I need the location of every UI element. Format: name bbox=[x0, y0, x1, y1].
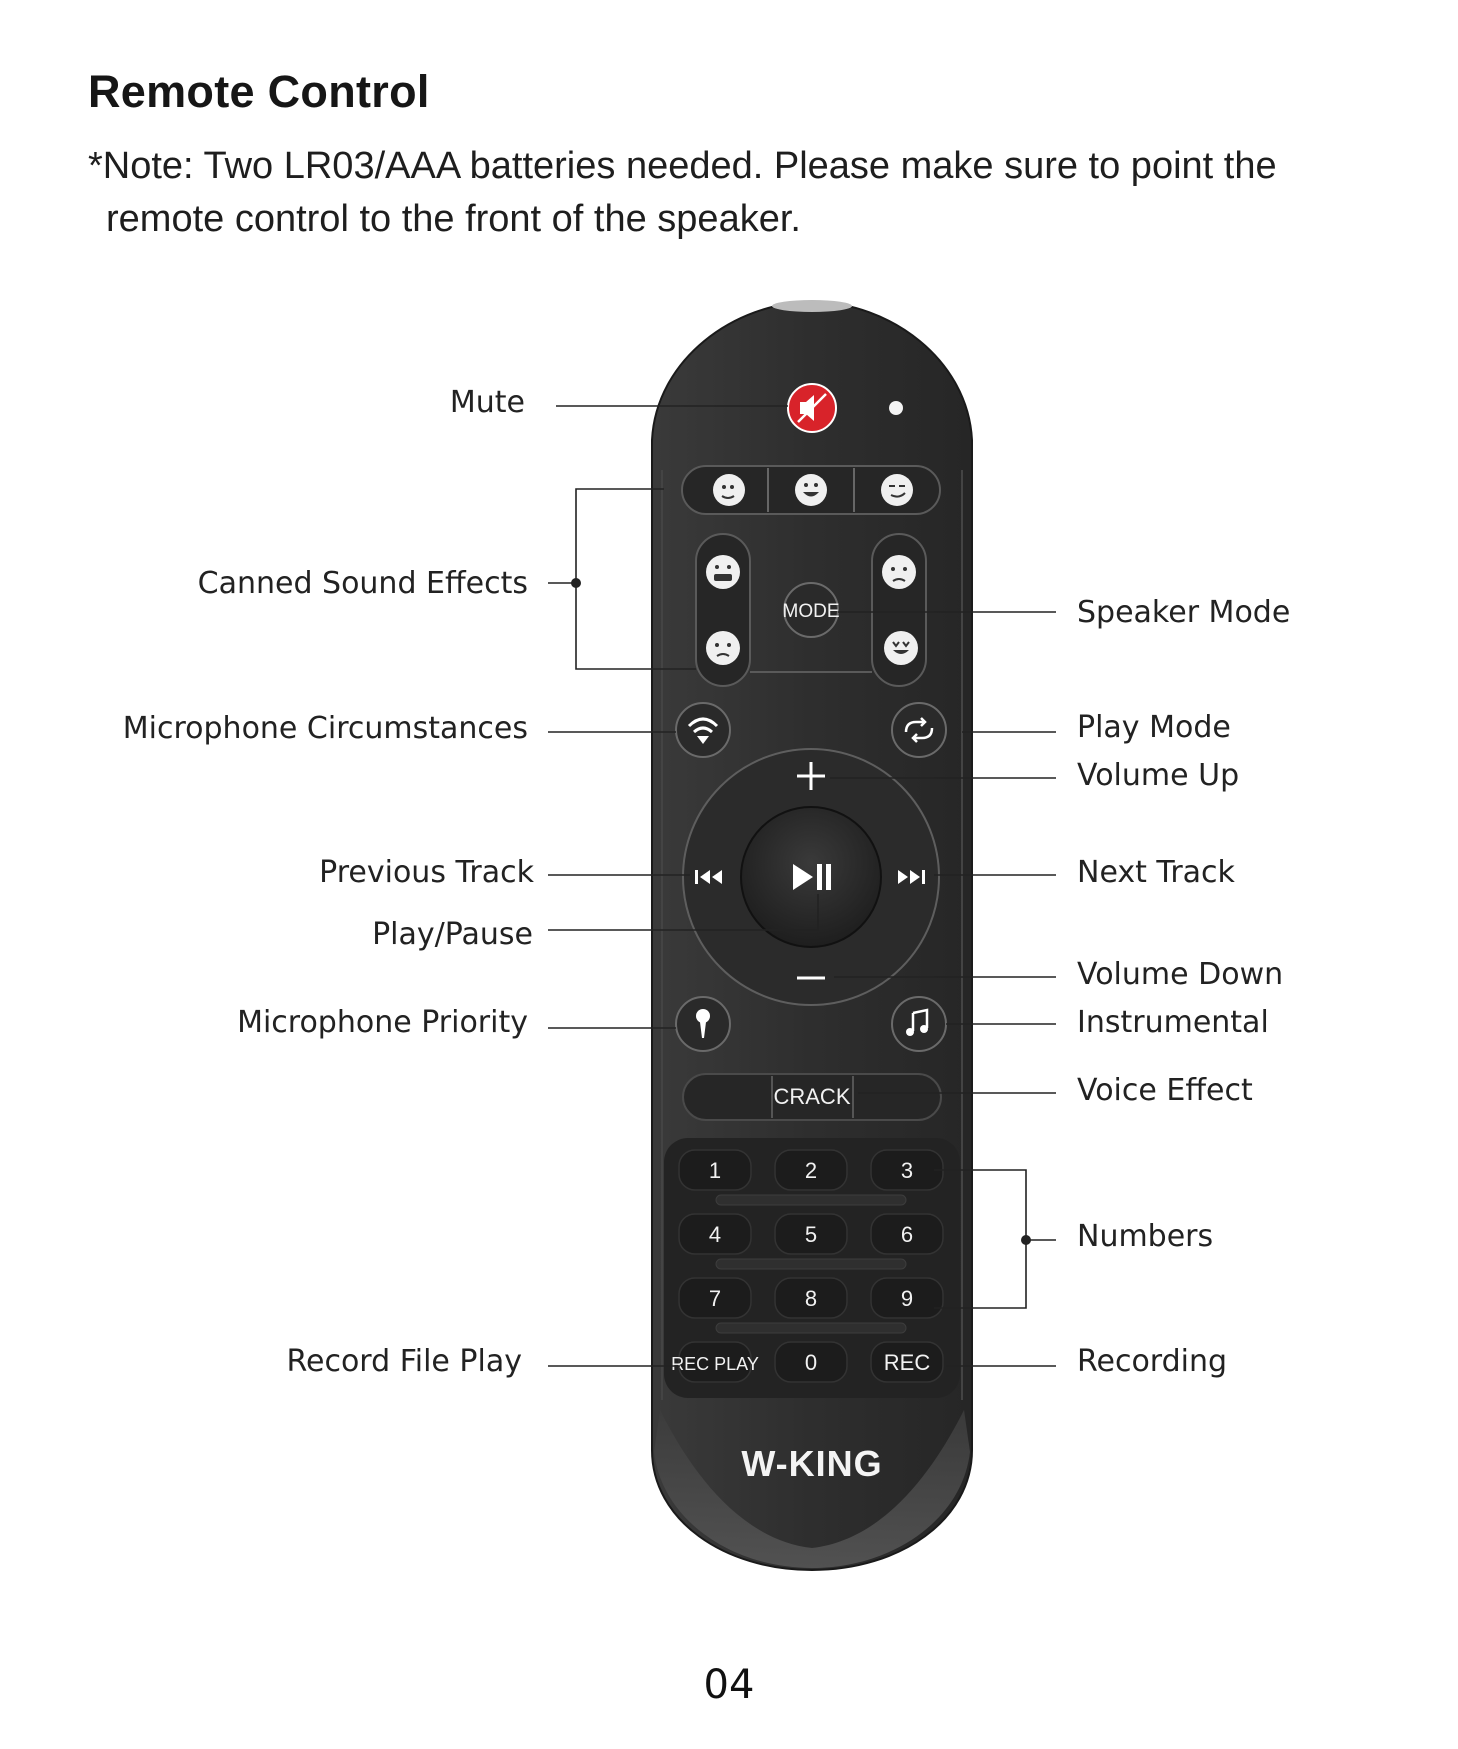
note-line-1: *Note: Two LR03/AAA batteries needed. Please make sure to point the bbox=[88, 145, 1277, 187]
effect-button-6[interactable] bbox=[882, 555, 916, 589]
mic-priority-button[interactable] bbox=[676, 997, 730, 1051]
label-next-track: Next Track bbox=[1077, 855, 1235, 890]
keypad-key-label: 1 bbox=[708, 1158, 722, 1183]
label-microphone-priority: Microphone Priority bbox=[237, 1005, 528, 1040]
label-recording: Recording bbox=[1077, 1344, 1228, 1379]
keypad-key-label: 5 bbox=[804, 1222, 818, 1247]
mode-label: MODE bbox=[782, 601, 840, 622]
label-mute: Mute bbox=[449, 385, 525, 420]
numbers-bracket-dot bbox=[1021, 1235, 1031, 1245]
effect-button-7[interactable] bbox=[884, 631, 918, 665]
label-volume-up: Volume Up bbox=[1077, 758, 1240, 793]
label-numbers: Numbers bbox=[1077, 1219, 1214, 1254]
note-line-2: remote control to the front of the speaker. bbox=[106, 198, 801, 240]
keypad-key-label: 7 bbox=[708, 1286, 722, 1311]
label-record-file-play: Record File Play bbox=[286, 1344, 522, 1379]
keypad-key-label: 2 bbox=[804, 1158, 818, 1183]
keypad-rail bbox=[716, 1259, 906, 1269]
keypad-key[interactable] bbox=[671, 1342, 759, 1382]
keypad-key[interactable] bbox=[679, 1150, 751, 1190]
keypad-rail bbox=[716, 1195, 906, 1205]
instrumental-button[interactable] bbox=[892, 997, 946, 1051]
effect-button-2[interactable] bbox=[795, 474, 827, 506]
crack-button[interactable] bbox=[773, 1084, 850, 1109]
play-pause-button[interactable] bbox=[741, 807, 881, 947]
canned-bracket-dot bbox=[571, 578, 581, 588]
keypad-key[interactable] bbox=[679, 1214, 751, 1254]
keypad-key[interactable] bbox=[871, 1150, 943, 1190]
keypad-rail bbox=[716, 1323, 906, 1333]
keypad-key[interactable] bbox=[679, 1278, 751, 1318]
page-number: 04 bbox=[703, 1662, 755, 1708]
label-play-pause: Play/Pause bbox=[372, 917, 533, 952]
effect-button-1[interactable] bbox=[713, 474, 745, 506]
label-voice-effect: Voice Effect bbox=[1077, 1073, 1253, 1108]
brand-logo: W-KING bbox=[741, 1443, 883, 1484]
keypad-key[interactable] bbox=[871, 1214, 943, 1254]
keypad-key-label: 9 bbox=[900, 1286, 914, 1311]
label-play-mode: Play Mode bbox=[1077, 710, 1231, 745]
effect-button-3[interactable] bbox=[881, 474, 913, 506]
page-title: Remote Control bbox=[88, 66, 430, 117]
keypad-key[interactable] bbox=[871, 1342, 943, 1382]
keypad-key[interactable] bbox=[775, 1150, 847, 1190]
keypad-key[interactable] bbox=[775, 1278, 847, 1318]
label-speaker-mode: Speaker Mode bbox=[1077, 595, 1291, 630]
effect-button-5[interactable] bbox=[706, 631, 740, 665]
keypad-key-label: REC bbox=[883, 1350, 931, 1375]
keypad-key-label: 0 bbox=[804, 1350, 818, 1375]
mute-button[interactable] bbox=[788, 384, 836, 432]
effect-button-4[interactable] bbox=[706, 555, 740, 589]
label-microphone-circumstances: Microphone Circumstances bbox=[122, 711, 528, 746]
play-mode-button[interactable] bbox=[892, 703, 946, 757]
mic-circumstances-button[interactable] bbox=[676, 703, 730, 757]
label-canned-sound-effects: Canned Sound Effects bbox=[197, 566, 528, 601]
crack-label: CRACK bbox=[773, 1084, 851, 1109]
label-volume-down: Volume Down bbox=[1077, 957, 1284, 992]
label-previous-track: Previous Track bbox=[319, 855, 534, 890]
keypad-key[interactable] bbox=[775, 1342, 847, 1382]
keypad-key[interactable] bbox=[871, 1278, 943, 1318]
keypad-key-label: 3 bbox=[900, 1158, 914, 1183]
label-instrumental: Instrumental bbox=[1077, 1005, 1269, 1040]
keypad-key-label: 6 bbox=[900, 1222, 914, 1247]
keypad-key-label: REC PLAY bbox=[671, 1354, 759, 1374]
mode-button[interactable] bbox=[783, 583, 840, 637]
indicator-led bbox=[889, 401, 903, 415]
keypad-key-label: 8 bbox=[804, 1286, 818, 1311]
keypad-key[interactable] bbox=[775, 1214, 847, 1254]
keypad-key-label: 4 bbox=[708, 1222, 722, 1247]
